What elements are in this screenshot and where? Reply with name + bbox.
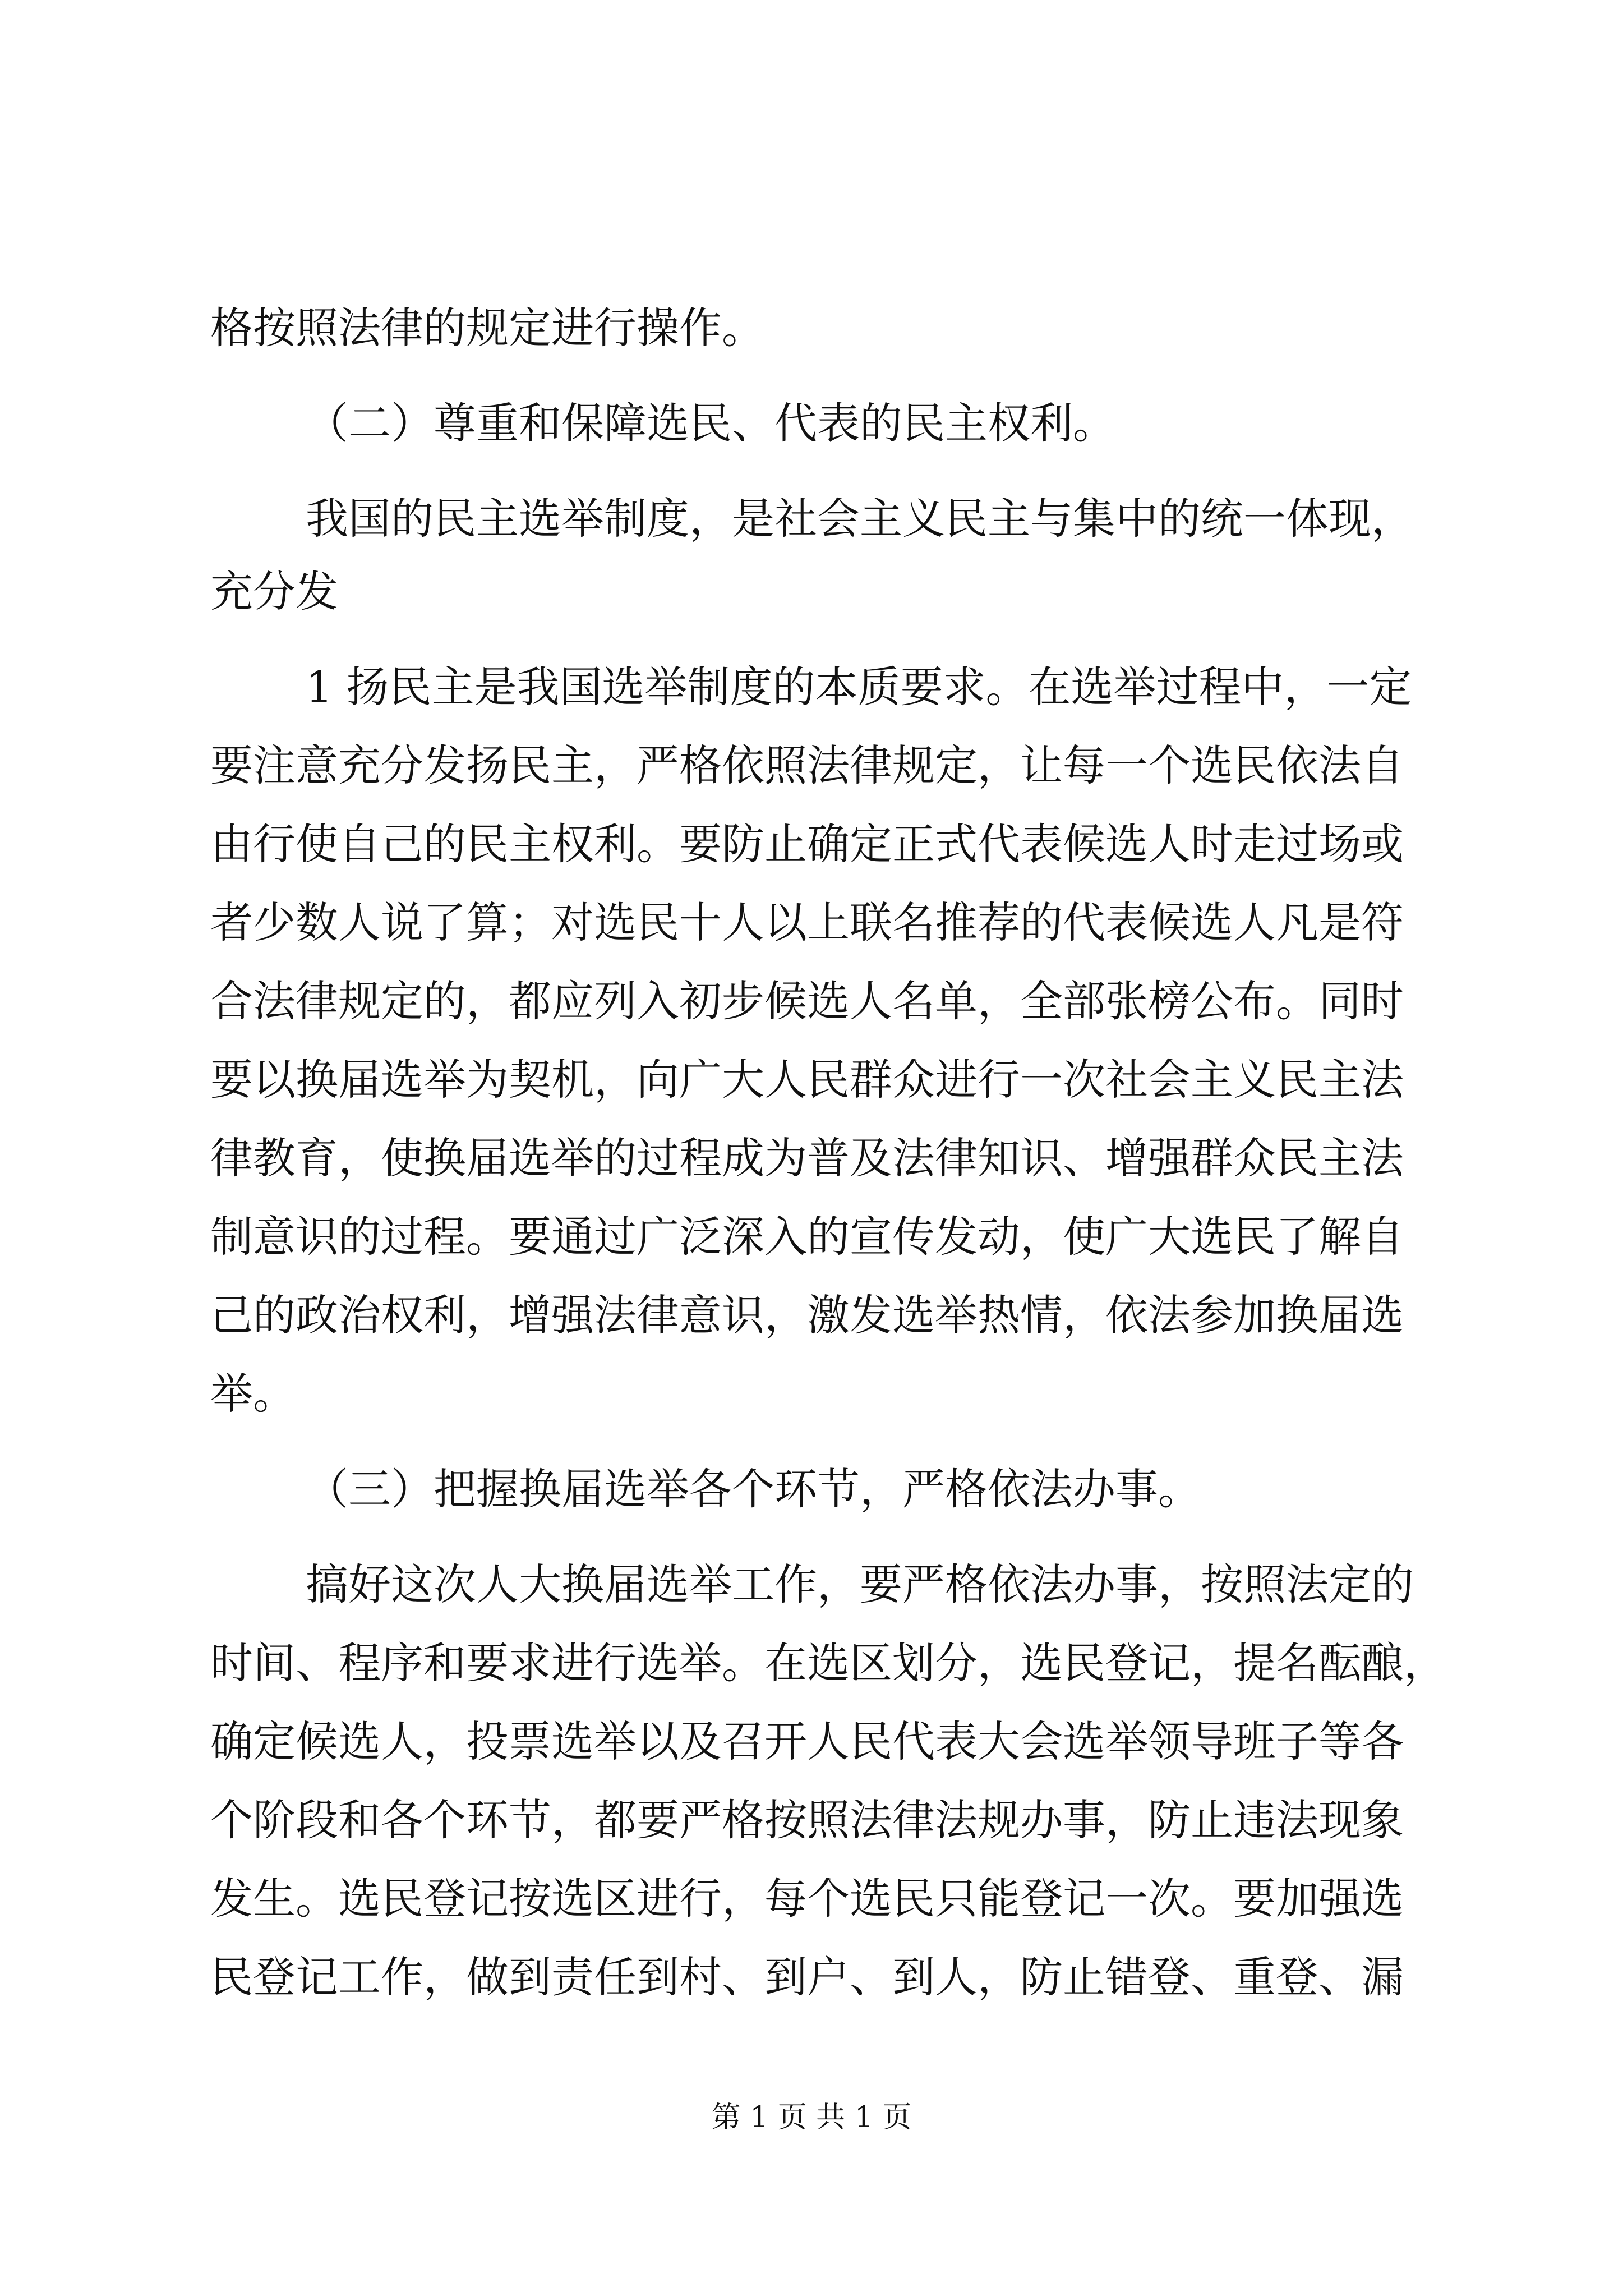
text-line: 制意识的过程。要通过广泛深入的宣传发动，使广大选民了解自 [210, 1212, 1404, 1262]
text-line: 民登记工作，做到责任到村、到户、到人，防止错登、重登、漏 [210, 1952, 1404, 2002]
page-footer: 第 1 页 共 1 页 [711, 2101, 912, 2134]
text-line: 格按照法律的规定进行操作。 [210, 303, 764, 353]
text-line: 我国的民主选举制度，是社会主义民主与集中的统一体现， [306, 494, 1414, 544]
text-line: 由行使自己的民主权利。要防止确定正式代表候选人时走过场或 [210, 819, 1404, 869]
text-line: 者少数人说了算；对选民十人以上联名推荐的代表候选人凡是符 [210, 898, 1404, 947]
section-heading-2: （二）尊重和保障选民、代表的民主权利。 [306, 398, 1115, 448]
text-line: 搞好这次人大换届选举工作，要严格依法办事，按照法定的 [306, 1559, 1414, 1609]
text-line: 1 扬民主是我国选举制度的本质要求。在选举过程中，一定 [306, 662, 1412, 712]
text-line: 确定候选人，投票选举以及召开人民代表大会选举领导班子等各 [210, 1717, 1404, 1766]
text-line: 要注意充分发扬民主，严格依照法律规定，让每一个选民依法自 [210, 740, 1404, 790]
text-line: 充分发 [210, 567, 338, 616]
section-heading-3: （三）把握换届选举各个环节，严格依法办事。 [306, 1464, 1201, 1514]
text-line: 个阶段和各个环节，都要严格按照法律法规办事，防止违法现象 [210, 1795, 1404, 1845]
text-line: 发生。选民登记按选区进行，每个选民只能登记一次。要加强选 [210, 1874, 1404, 1924]
text-line: 要以换届选举为契机，向广大人民群众进行一次社会主义民主法 [210, 1055, 1404, 1105]
text-line: 举。 [210, 1369, 296, 1419]
text-line: 合法律规定的，都应列入初步候选人名单，全部张榜公布。同时 [210, 976, 1404, 1026]
text-line: 律教育，使换届选举的过程成为普及法律知识、增强群众民主法 [210, 1133, 1404, 1183]
text-line: 己的政治权利，增强法律意识，激发选举热情，依法参加换届选 [210, 1290, 1404, 1340]
text-line: 时间、程序和要求进行选举。在选区划分，选民登记，提名酝酿， [210, 1638, 1446, 1688]
